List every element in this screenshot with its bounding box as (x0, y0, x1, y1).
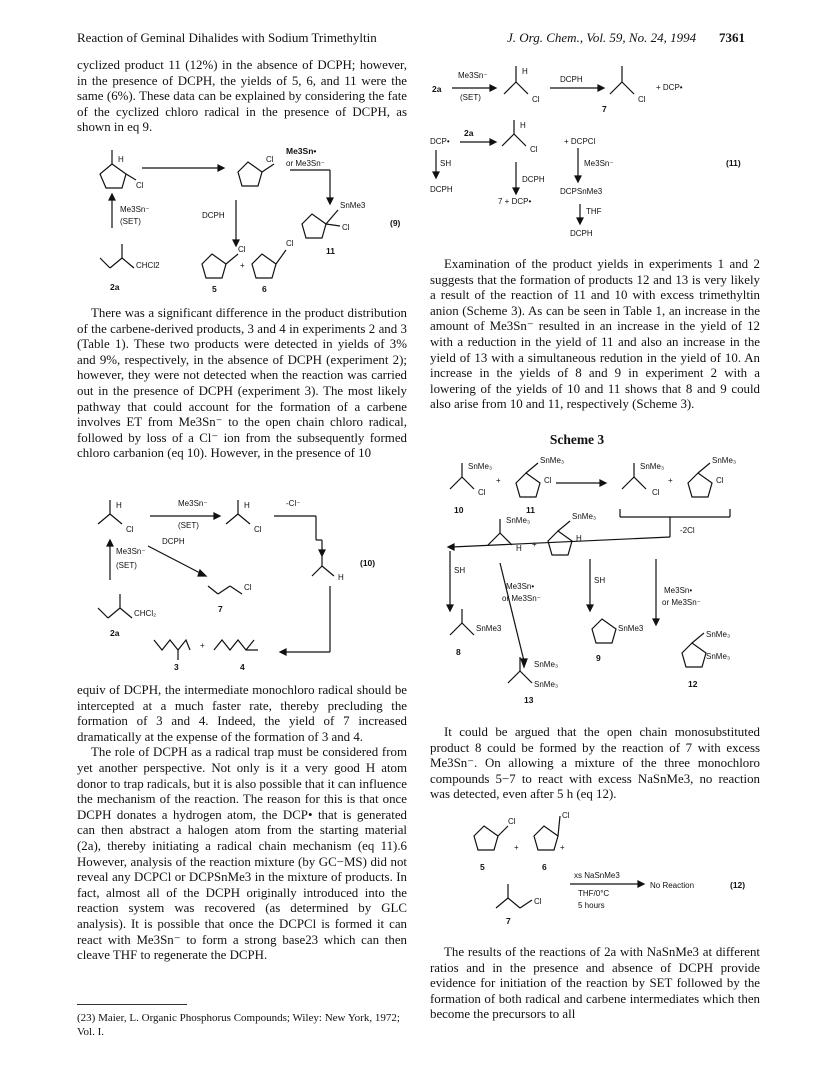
cl-label: Cl (532, 95, 540, 104)
cl-label: Cl (530, 145, 538, 154)
dcpcl-label: + DCPCl (564, 137, 596, 146)
left-para-2 (77, 306, 407, 462)
svg-text:+: + (240, 261, 245, 270)
dcph-label: DCPH (560, 75, 583, 84)
cl-label: Cl (342, 223, 350, 232)
dcpsnme3-label: DCPSnMe3 (560, 187, 603, 196)
paragraph: Examination of the product yields in experiments 1 and 2 suggests that the formation of products 12 and 13 is very likely a result of the reaction of 11 and 10 with excess trimethyltin anion (Scheme 3). As can be seen in Table 1, an increase in the amount of Me3Sn⁻ resulted in an increase in the yield of 12 with a reduction in the yield of 11 and also an increase in the yield of 13 with a simultaneous redution in the yield of 10. An increase in the yields of 8 and 9 in experiment 2 with a lowering of the yields of 10 and 11 shows that 8 and 9 could also arise from 10 and 11, respectively (Scheme 3). (430, 257, 760, 412)
svg-text:+: + (560, 843, 565, 852)
compound-label-11: 11 (526, 505, 535, 515)
right-para-2 (430, 725, 760, 803)
compound-label-7: 7 (506, 916, 511, 926)
snme3-label: SnMe₃ (534, 660, 559, 669)
seven-plus-dcp: 7 + DCP• (498, 197, 532, 206)
left-para-1 (77, 58, 407, 136)
equation-number: (10) (360, 558, 376, 568)
set-2: (SET) (116, 561, 137, 570)
compound-label-7: 7 (602, 104, 607, 114)
dcp-radical-product: + DCP• (656, 83, 683, 92)
svg-text:+: + (496, 476, 501, 485)
compound-label-4: 4 (240, 662, 245, 670)
snme3-label: SnMe₃ (706, 652, 731, 661)
reagent: xs NaSnMe3 (574, 871, 620, 880)
reagent-1: Me3Sn⁻ (178, 499, 208, 508)
paragraph: It could be argued that the open chain monosubstituted product 8 could be formed by the reaction of 7 with excess Me3Sn⁻. On allowing a mixture of the three monochloro compounds 5−7 to react with excess NaSnMe3, no reaction was detected, even after 5 h (eq 12). (430, 725, 760, 802)
compound-label-7: 7 (218, 604, 223, 614)
compound-label-8: 8 (456, 647, 461, 657)
snme3-label: SnMe₃ (640, 462, 665, 471)
or-me3sn: or Me3Sn⁻ (502, 594, 541, 603)
snme3-label: SnMe₃ (506, 516, 531, 525)
cl-label: Cl (534, 897, 542, 906)
set-1: (SET) (178, 521, 199, 530)
compound-label-12: 12 (688, 679, 698, 689)
cl-label: Cl (254, 525, 262, 534)
me3sn-radical: Me3Sn• (664, 586, 693, 595)
h-label: H (244, 501, 250, 510)
compound-label-5: 5 (212, 284, 217, 294)
sh-label: SH (594, 576, 606, 585)
or-me3sn: or Me3Sn⁻ (662, 598, 701, 607)
compound-label-5: 5 (480, 862, 485, 872)
svg-text:+: + (668, 476, 673, 485)
compound-label-9: 9 (596, 653, 601, 663)
dcph-label: DCPH (570, 229, 593, 238)
h-label: H (516, 544, 522, 553)
equation-9-scheme (90, 140, 410, 300)
reagent-2: Me3Sn⁻ (116, 547, 146, 556)
journal-citation: J. Org. Chem., Vol. 59, No. 24, 1994 (507, 30, 697, 45)
loss-label: -Cl⁻ (286, 499, 301, 508)
snme3-label: SnMe3 (476, 624, 502, 633)
left-para-3 (77, 683, 407, 964)
conditions-2: 5 hours (578, 901, 605, 910)
dcph-label: DCPH (430, 185, 453, 194)
cl-label: Cl (638, 95, 646, 104)
thf-label: THF (586, 207, 602, 216)
cl-label: Cl (652, 488, 660, 497)
paragraph: equiv of DCPH, the intermediate monochloro radical should be intercepted at a much faster rate, thereby precluding the formation of 3 and 4. Indeed, the yield of 7 increased dramatically at the expense of the formation of 3 and 4. (77, 683, 407, 744)
dcph-label: DCPH (202, 211, 225, 220)
equation-number: (9) (390, 218, 401, 228)
compound-label-6: 6 (262, 284, 267, 294)
equation-number: (12) (730, 880, 746, 890)
cl-label: Cl (478, 488, 486, 497)
dcph-label: DCPH (162, 537, 185, 546)
set-label: (SET) (120, 217, 141, 226)
page-number: 7361 (719, 30, 745, 45)
svg-text:+: + (514, 843, 519, 852)
footnote-rule (77, 1004, 187, 1005)
h-label: H (116, 501, 122, 510)
snme3-label: SnMe₃ (468, 462, 493, 471)
compound-label-10: 10 (454, 505, 464, 515)
me3sn-reagent: Me3Sn⁻ (584, 159, 614, 168)
snme3-label: SnMe₃ (540, 456, 565, 465)
paragraph: There was a significant difference in the product distribution of the carbene-derived products, 3 and 4 in experiments 2 and 3 (Table 1). These two products were detected in yields of 3% and 9%, respectively, in the absence of DCPH (experiment 2); however, they were not detected when the reaction was carried out in the presence of DCPH (experiment 3). The most likely pathway that could account for the formation of a carbene involves ET from Me3Sn⁻ to the open chain chloro radical, followed by loss of a Cl⁻ ion from the subsequently formed chloro carbanion (eq 10). However, in the presence of 10 (77, 306, 407, 461)
me3sn-radical: Me3Sn• (506, 582, 535, 591)
right-para-1 (430, 257, 760, 413)
equation-11-scheme (430, 58, 760, 248)
compound-label-3: 3 (174, 662, 179, 670)
set-label: (SET) (460, 93, 481, 102)
reagent-top-2: or Me3Sn⁻ (286, 159, 325, 168)
dcp-radical: DCP• (430, 137, 450, 146)
snme3-label: SnMe₃ (706, 630, 731, 639)
cl-label: Cl (716, 476, 724, 485)
h-label: H (338, 573, 344, 582)
cl-label: Cl (266, 155, 274, 164)
svg-text:+: + (532, 540, 537, 549)
compound-label-2a: 2a (432, 84, 442, 94)
footnote-23: (23) Maier, L. Organic Phosphorus Compounds; Wiley: New York, 1972; Vol. I. (77, 1012, 400, 1038)
cl-label: Cl (286, 239, 294, 248)
minus-2cl: -2Cl (680, 526, 695, 535)
cl-label: Cl (544, 476, 552, 485)
dcph-label: DCPH (522, 175, 545, 184)
h-label: H (576, 534, 582, 543)
right-para-3 (430, 945, 760, 1023)
equation-10-scheme (90, 490, 410, 670)
chcl2-label: CHCl₂ (134, 609, 157, 618)
scheme-3-diagram (440, 455, 760, 705)
paragraph: The role of DCPH as a radical trap must be considered from yet another perspective. Not only is it a very good H atom donor to trap radicals, but it is also possible that it can influence the mechanism of the reaction. The reason for this is that once DCPH donates a hydrogen atom, the DCP• that is generated can then abstract a halogen atom from the starting material (2a), thereby initiating a radical chain mechanism (eq 11).6 However, analysis of the reaction mixture (by GC−MS) did not reveal any DCPCl or DCPSnMe3 in the mixture of products. In fact, almost all of the DCPH originally introduced into the reaction system was recovered (as determined by GLC analysis). It is possible that once the DCPCl is formed it can react with Me3Sn⁻ to form a strong base23 which can then cleave THF to regenerate the DCPH. (77, 745, 407, 963)
snme3-label: SnMe₃ (712, 456, 737, 465)
compound-label-13: 13 (524, 695, 534, 705)
snme3-label: SnMe3 (340, 201, 366, 210)
cl-label: Cl (238, 245, 246, 254)
compound-label-11: 11 (326, 246, 335, 256)
cl-label: Cl (508, 817, 516, 826)
no-reaction: No Reaction (650, 881, 695, 890)
h-label: H (118, 155, 124, 164)
sh-label: SH (440, 159, 452, 168)
paragraph: cyclized product 11 (12%) in the absence of DCPH; however, in the presence of DCPH, the yields of 5, 6, and 11 were the same (6%). These data can be explained by considering the fate of the cyclized chloro radical in the presence of DCPH, as shown in eq 9. (77, 58, 407, 135)
reagent-top: Me3Sn• (286, 146, 317, 156)
scheme-3-title: Scheme 3 (549, 432, 605, 447)
h-label: H (520, 121, 526, 130)
cl-label: Cl (126, 525, 134, 534)
conditions-1: THF/0°C (578, 889, 610, 898)
compound-label-2a: 2a (110, 282, 120, 292)
running-header-title: Reaction of Geminal Dihalides with Sodium Trimethyltin (77, 30, 377, 45)
svg-text:+: + (200, 641, 205, 650)
equation-12-scheme (450, 808, 760, 928)
cl-label: Cl (562, 811, 570, 820)
compound-label-2a: 2a (110, 628, 120, 638)
snme3-label: SnMe₃ (534, 680, 559, 689)
compound-label-2a: 2a (464, 128, 474, 138)
snme3-label: SnMe3 (618, 624, 644, 633)
chcl2-label: CHCl2 (136, 261, 160, 270)
compound-label-6: 6 (542, 862, 547, 872)
set-reagent: Me3Sn⁻ (120, 205, 150, 214)
h-label: H (522, 67, 528, 76)
cl-label: Cl (244, 583, 252, 592)
cl-label: Cl (136, 181, 144, 190)
sh-label: SH (454, 566, 466, 575)
equation-number: (11) (726, 158, 741, 168)
snme3-label: SnMe₃ (572, 512, 597, 521)
reagent: Me3Sn⁻ (458, 71, 488, 80)
paragraph: The results of the reactions of 2a with NaSnMe3 at different ratios and in the presence and absence of DCPH provide evidence for initiation of the reaction by SET followed by the formation of both radical and carbene intermediates which then become the precursors to all (430, 945, 760, 1022)
